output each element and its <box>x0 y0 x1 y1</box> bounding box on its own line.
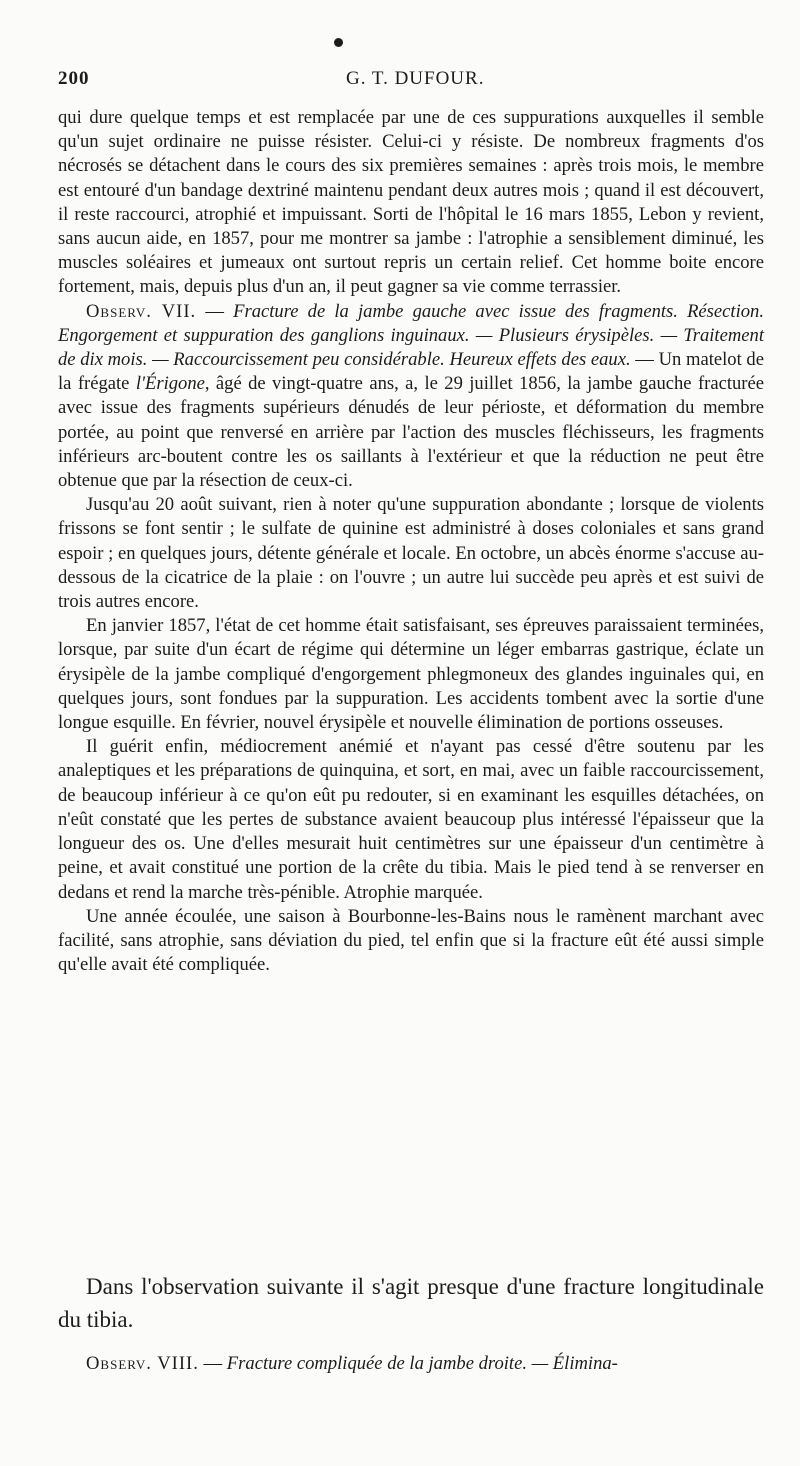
observation-7-title: Fracture de la jambe gauche avec issue des fragments. Résection. Engorgement et suppuration des ganglions inguinaux. — Plusieurs érysipèles. — Traitement de dix mois. — Raccourcissement peu considérable. Heureux effets des eaux. <box>58 300 765 371</box>
paragraph-3: En janvier 1857, l'état de cet homme était satisfaisant, ses épreuves paraissaient terminées, lorsque, par suite d'un écart de régime qui détermine un léger embarras gastrique, éclate un érysipèle de la jambe compliqué d'engorgement phlegmoneux des glandes inguinales qui, en quelques jours, sont fondues par la suppuration. Les accidents tombent avec la sortie d'une longue esquille. En février, nouvel érysipèle et nouvelle élimination de portions osseuses. <box>58 615 764 734</box>
paragraph-4: Il guérit enfin, médiocrement anémié et n'ayant pas cessé d'être soutenu par les analeptiques et les préparations de quinquina, et sort, en mai, avec un faible raccourcissement, de beaucoup inférieur à ce qu'on eût pu redouter, si en examinant les esquilles détachées, on n'eût constaté que les pertes de substance avaient beaucoup plus intéressé l'épaisseur que la longueur des os. Une d'elles mesurait huit centimètres sur une épaisseur d'un centimètre à peine, et avait constitué une portion de la crête du tibia. Mais le pied tend à se renverser en dedans et rend la marche très-pénible. Atrophie marquée. <box>58 736 764 903</box>
paragraph-5: Une année écoulée, une saison à Bourbonne-les-Bains nous le ramènent marchant avec facilité, sans atrophie, sans déviation du pied, tel enfin que si la fracture eût été aussi simple qu'elle avait été compliquée. <box>58 905 764 976</box>
ship-name: l'Érigone <box>135 373 205 395</box>
observation-7-text-b: , âgé de vingt-quatre ans, a, le 29 juillet 1856, la jambe gauche fracturée avec issue des fragments supérieurs dénudés de leur périoste, et déformation du membre portée, au point que renversé en arrière par l'action des muscles fléchisseurs, les fragments inférieurs arc-boutent contre les os saillants à l'extérieur et que la réduction ne peut être obtenue que par la résection de ceux-ci. <box>58 373 764 492</box>
observation-7-label: Observ. VII. <box>86 300 197 322</box>
observation-7-dash: — <box>196 300 234 322</box>
page-header <box>58 68 760 98</box>
running-head: G. T. DUFOUR. <box>346 68 485 89</box>
observation-8-title: Fracture compliquée de la jambe droite. — Élimina- <box>226 1353 618 1374</box>
paragraph-2: Jusqu'au 20 août suivant, rien à noter qu'une suppuration abondante ; lorsque de violents frissons se font sentir ; le sulfate de quinine est administré à doses coloniales et sans grand espoir ; en quelques jours, détente générale et locale. En octobre, un abcès énorme s'accuse au-dessous de la cicatrice de la plaie : on l'ouvre ; un autre lui succède peu après et est suivi de trois autres encore. <box>58 494 764 613</box>
paragraph-1: qui dure quelque temps et est remplacée par une de ces suppurations auxquelles il semble qu'un sujet ordinaire ne puisse résister. Celui-ci y résiste. De nombreux fragments d'os nécrosés se détachent dans le cours des six premières semaines : après trois mois, le membre est entouré d'un bandage dextriné maintenu pendant deux autres mois ; quand il est découvert, il reste raccourci, atrophié et impuissant. Sorti de l'hôpital le 16 mars 1855, Lebon y revient, sans aucun aide, en 1857, pour me montrer sa jambe : l'atrophie a sensiblement diminué, les muscles soléaires et jumeaux ont surtout repris un certain relief. Cet homme boite encore fortement, mais, depuis plus d'un an, il peut gagner sa vie comme terrassier. <box>58 107 764 298</box>
observation-7-text-a: — Un matelot de la frégate <box>58 349 764 395</box>
large-text <box>58 1270 764 1336</box>
observation-7 <box>58 300 764 494</box>
observation-8-label: Observ. VIII. <box>86 1353 199 1374</box>
observation-8 <box>58 1352 764 1376</box>
ink-dot <box>334 38 343 47</box>
paragraph-6: Dans l'observation suivante il s'agit presque d'une fracture longitudinale du tibia. <box>58 1274 764 1332</box>
observation-8-dash: — <box>198 1353 227 1374</box>
body-text <box>58 106 764 977</box>
page-number: 200 <box>58 68 90 89</box>
